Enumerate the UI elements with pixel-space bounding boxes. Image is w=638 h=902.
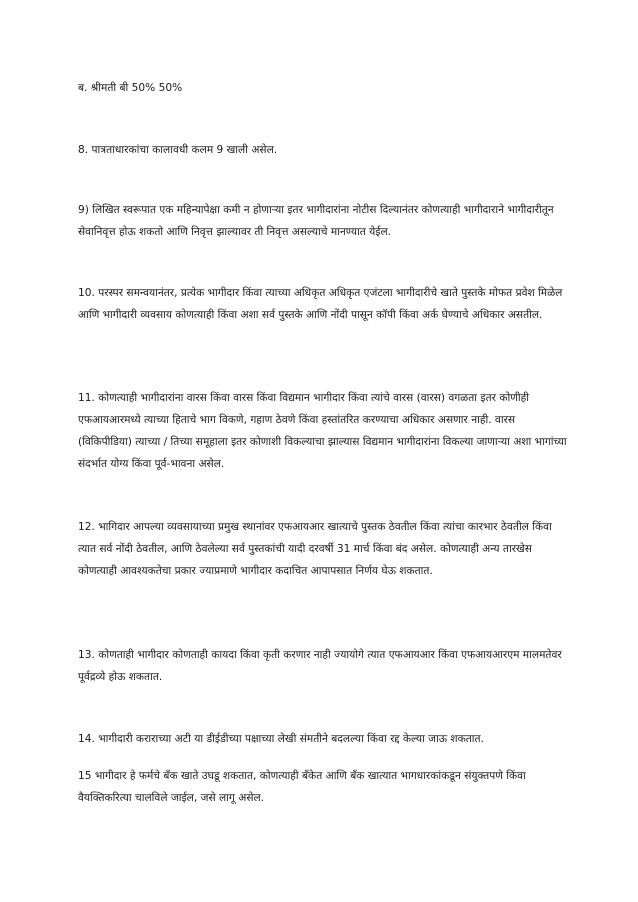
clause-14: 14. भागीदारी कराराच्या अटी या डीईडीच्या पक्षाच्या लेखी संमतीने बदलल्या किंवा रद्द केल्या जाऊ शकतात. (78, 733, 484, 745)
clause-11: 11. कोणत्याही भागीदारांना वारस किंवा वारस किंवा विद्यमान भागीदार किंवा त्यांचे वारस (वारस) वगळता इतर कोणीही एफआयआरमध्ये त्याच्या हिताचे भाग विकणे, गहाण ठेवणे किंवा हस्तांतरित करण्याचा अधिकार असणार नाही. वारस (विकिपीडिया) त्याच्या / तिच्या समूहाला इतर कोणाशी विकल्याचा झाल्यास विद्यमान भागीदारांना विकल्या जाणाऱ्या अशा भागांच्या संदर्भात योग्य किंवा पूर्व-भावना असेल. (78, 392, 567, 470)
clause-12: 12. भागिदार आपल्या व्यवसायाच्या प्रमुख स्थानांवर एफआयआर खात्याचे पुस्तक ठेवतील किंवा त्यांचा कारभार ठेवतील किंवा त्यात सर्व नोंदी ठेवतील, आणि ठेवलेल्या सर्व पुस्तकांची यादी दरवर्षी 31 मार्च किंवा बंद असेल. कोणत्याही अन्य तारखेस कोणत्याही आवश्यकतेचा प्रकार ज्याप्रमाणे भागीदार कदाचित आपापसात निर्णय घेऊ शकतात. (78, 521, 552, 577)
clause-15: 15 भागीदार हे फर्मचे बँक खाते उघडू शकतात, कोणत्याही बँकेत आणि बँक खात्यात भागधारकांकडून संयुक्तपणे किंवा वैयक्तिकरित्या चालविले जाईल, जसे लागू असेल. (78, 770, 526, 804)
clause-9: 9) लिखित स्वरूपात एक महिन्यापेक्षा कमी न होणाऱ्या इतर भागीदारांना नोटीस दिल्यानंतर कोणत्याही भागीदाराने भागीदारीतून सेवानिवृत्त होऊ शकतो आणि निवृत्त झाल्यावर ती निवृत्त असल्याचे मानण्यात येईल. (78, 204, 554, 238)
partner-share-line: ब. श्रीमती बी 50% 50% (78, 82, 183, 94)
clause-8: 8. पात्रताधारकांचा कालावधी कलम 9 खाली असेल. (78, 144, 278, 156)
clause-10: 10. परस्पर समन्वयानंतर, प्रत्येक भागीदार किंवा त्याच्या अधिकृत अधिकृत एजंटला भागीदारीचे खाते पुस्तके मोफत प्रवेश मिळेल आणि भागीदारी व्यवसाय कोणत्याही किंवा अशा सर्व पुस्तके आणि नोंदी पासून कॉपी किंवा अर्क घेण्याचे अधिकार असतील. (78, 287, 563, 321)
clause-13: 13. कोणताही भागीदार कोणताही कायदा किंवा कृती करणार नाही ज्यायोगे त्यात एफआयआर किंवा एफआयआरएम मालमतेवर पूर्वद्रव्ये होऊ शकतात. (78, 649, 562, 683)
